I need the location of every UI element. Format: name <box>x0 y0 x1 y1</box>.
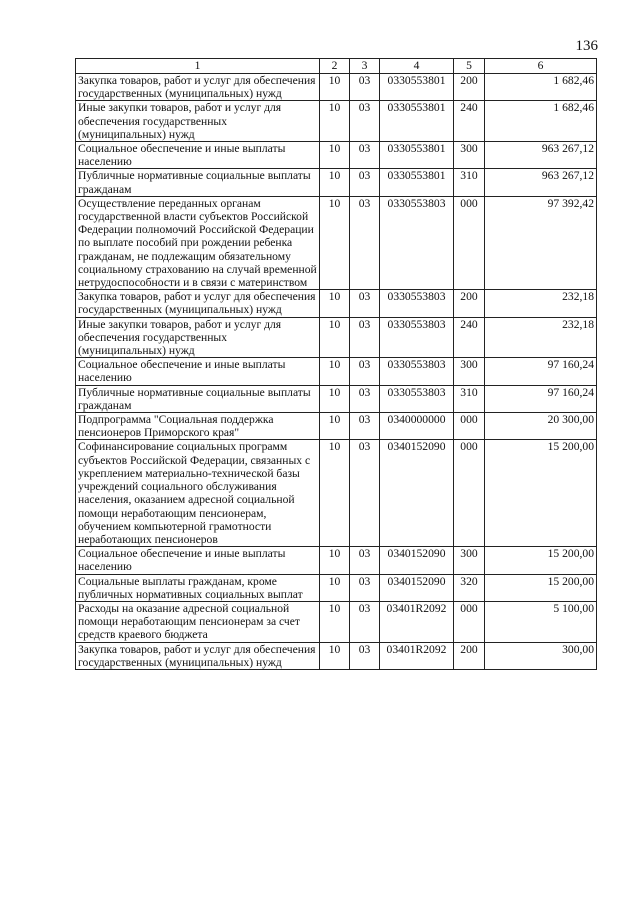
table-row <box>76 547 597 574</box>
row-amount-cell: 963 267,12 <box>485 169 597 196</box>
row-name-cell: Иные закупки товаров, работ и услуг для обеспечения государственных (муниципальных) нужд <box>76 317 320 358</box>
row-target-article-cell: 0340152090 <box>380 440 454 547</box>
row-amount-cell: 15 200,00 <box>485 440 597 547</box>
table-row <box>76 74 597 101</box>
table-row <box>76 385 597 412</box>
row-section-cell: 10 <box>320 547 350 574</box>
row-amount-cell: 232,18 <box>485 317 597 358</box>
row-name-cell: Социальное обеспечение и иные выплаты населению <box>76 358 320 385</box>
table-row <box>76 196 597 289</box>
table-row <box>76 642 597 669</box>
row-amount-cell: 97 160,24 <box>485 358 597 385</box>
row-target-article-cell: 03401R2092 <box>380 601 454 642</box>
row-subsection-cell: 03 <box>350 169 380 196</box>
row-expense-type-cell: 000 <box>454 413 485 440</box>
row-section-cell: 10 <box>320 290 350 317</box>
header-cell-1: 1 <box>76 59 320 74</box>
row-expense-type-cell: 300 <box>454 547 485 574</box>
row-subsection-cell: 03 <box>350 547 380 574</box>
row-subsection-cell: 03 <box>350 642 380 669</box>
row-target-article-cell: 0330553803 <box>380 358 454 385</box>
row-amount-cell: 5 100,00 <box>485 601 597 642</box>
row-expense-type-cell: 240 <box>454 101 485 142</box>
page-number: 136 <box>575 38 598 54</box>
table-row <box>76 317 597 358</box>
row-amount-cell: 232,18 <box>485 290 597 317</box>
row-section-cell: 10 <box>320 601 350 642</box>
table-row <box>76 142 597 169</box>
row-section-cell: 10 <box>320 101 350 142</box>
row-name-cell: Закупка товаров, работ и услуг для обеспечения государственных (муниципальных) нужд <box>76 642 320 669</box>
row-expense-type-cell: 200 <box>454 290 485 317</box>
row-name-cell: Софинансирование социальных программ субъектов Российской Федерации, связанных с укреплением материально-технической базы учреждений социального обслуживания населения, оказанием адресной социальной помощи неработающим пенсионерам, обучением компьютерной грамотности неработающих пенсионеров <box>76 440 320 547</box>
row-expense-type-cell: 240 <box>454 317 485 358</box>
header-cell-5: 5 <box>454 59 485 74</box>
row-subsection-cell: 03 <box>350 74 380 101</box>
table-row <box>76 290 597 317</box>
row-subsection-cell: 03 <box>350 290 380 317</box>
row-expense-type-cell: 200 <box>454 642 485 669</box>
row-amount-cell: 963 267,12 <box>485 142 597 169</box>
row-name-cell: Иные закупки товаров, работ и услуг для обеспечения государственных (муниципальных) нужд <box>76 101 320 142</box>
row-section-cell: 10 <box>320 413 350 440</box>
row-name-cell: Социальное обеспечение и иные выплаты населению <box>76 142 320 169</box>
row-name-cell: Публичные нормативные социальные выплаты гражданам <box>76 169 320 196</box>
row-target-article-cell: 0340152090 <box>380 574 454 601</box>
row-section-cell: 10 <box>320 642 350 669</box>
row-name-cell: Закупка товаров, работ и услуг для обеспечения государственных (муниципальных) нужд <box>76 74 320 101</box>
row-amount-cell: 15 200,00 <box>485 547 597 574</box>
row-section-cell: 10 <box>320 574 350 601</box>
header-cell-3: 3 <box>350 59 380 74</box>
row-expense-type-cell: 000 <box>454 440 485 547</box>
row-expense-type-cell: 000 <box>454 196 485 289</box>
row-subsection-cell: 03 <box>350 601 380 642</box>
row-name-cell: Закупка товаров, работ и услуг для обеспечения государственных (муниципальных) нужд <box>76 290 320 317</box>
row-name-cell: Социальное обеспечение и иные выплаты населению <box>76 547 320 574</box>
row-amount-cell: 20 300,00 <box>485 413 597 440</box>
row-target-article-cell: 0340152090 <box>380 547 454 574</box>
row-subsection-cell: 03 <box>350 317 380 358</box>
row-expense-type-cell: 300 <box>454 358 485 385</box>
row-section-cell: 10 <box>320 440 350 547</box>
row-target-article-cell: 0330553803 <box>380 196 454 289</box>
row-subsection-cell: 03 <box>350 196 380 289</box>
row-name-cell: Социальные выплаты гражданам, кроме публичных нормативных социальных выплат <box>76 574 320 601</box>
row-amount-cell: 15 200,00 <box>485 574 597 601</box>
row-section-cell: 10 <box>320 142 350 169</box>
row-subsection-cell: 03 <box>350 440 380 547</box>
row-amount-cell: 97 160,24 <box>485 385 597 412</box>
row-name-cell: Расходы на оказание адресной социальной помощи неработающим пенсионерам за счет средств краевого бюджета <box>76 601 320 642</box>
header-row <box>76 59 597 74</box>
row-expense-type-cell: 310 <box>454 169 485 196</box>
row-subsection-cell: 03 <box>350 574 380 601</box>
table-row <box>76 413 597 440</box>
row-target-article-cell: 0330553803 <box>380 385 454 412</box>
row-section-cell: 10 <box>320 317 350 358</box>
row-target-article-cell: 0330553801 <box>380 101 454 142</box>
row-subsection-cell: 03 <box>350 385 380 412</box>
row-subsection-cell: 03 <box>350 358 380 385</box>
row-section-cell: 10 <box>320 169 350 196</box>
row-subsection-cell: 03 <box>350 101 380 142</box>
row-expense-type-cell: 200 <box>454 74 485 101</box>
row-target-article-cell: 0330553801 <box>380 74 454 101</box>
row-section-cell: 10 <box>320 358 350 385</box>
header-cell-4: 4 <box>380 59 454 74</box>
row-name-cell: Подпрограмма "Социальная поддержка пенсионеров Приморского края" <box>76 413 320 440</box>
table-row <box>76 169 597 196</box>
row-subsection-cell: 03 <box>350 142 380 169</box>
row-expense-type-cell: 320 <box>454 574 485 601</box>
row-name-cell: Публичные нормативные социальные выплаты гражданам <box>76 385 320 412</box>
header-cell-2: 2 <box>320 59 350 74</box>
table-row <box>76 358 597 385</box>
row-amount-cell: 1 682,46 <box>485 74 597 101</box>
table-row <box>76 101 597 142</box>
row-amount-cell: 300,00 <box>485 642 597 669</box>
table-row <box>76 574 597 601</box>
row-subsection-cell: 03 <box>350 413 380 440</box>
row-amount-cell: 1 682,46 <box>485 101 597 142</box>
row-section-cell: 10 <box>320 196 350 289</box>
row-target-article-cell: 03401R2092 <box>380 642 454 669</box>
row-expense-type-cell: 310 <box>454 385 485 412</box>
row-target-article-cell: 0330553803 <box>380 290 454 317</box>
budget-table <box>75 58 597 670</box>
row-expense-type-cell: 000 <box>454 601 485 642</box>
row-expense-type-cell: 300 <box>454 142 485 169</box>
row-target-article-cell: 0330553801 <box>380 169 454 196</box>
row-target-article-cell: 0330553803 <box>380 317 454 358</box>
row-target-article-cell: 0330553801 <box>380 142 454 169</box>
row-section-cell: 10 <box>320 385 350 412</box>
table-row <box>76 440 597 547</box>
table-row <box>76 601 597 642</box>
row-target-article-cell: 0340000000 <box>380 413 454 440</box>
header-cell-6: 6 <box>485 59 597 74</box>
row-name-cell: Осуществление переданных органам государственной власти субъектов Российской Федерации полномочий Российской Федерации по выплате пособий при рождении ребенка гражданам, не подлежащим обязательному социальному страхованию на случай временной нетрудоспособности и в связи с материнством <box>76 196 320 289</box>
row-section-cell: 10 <box>320 74 350 101</box>
row-amount-cell: 97 392,42 <box>485 196 597 289</box>
